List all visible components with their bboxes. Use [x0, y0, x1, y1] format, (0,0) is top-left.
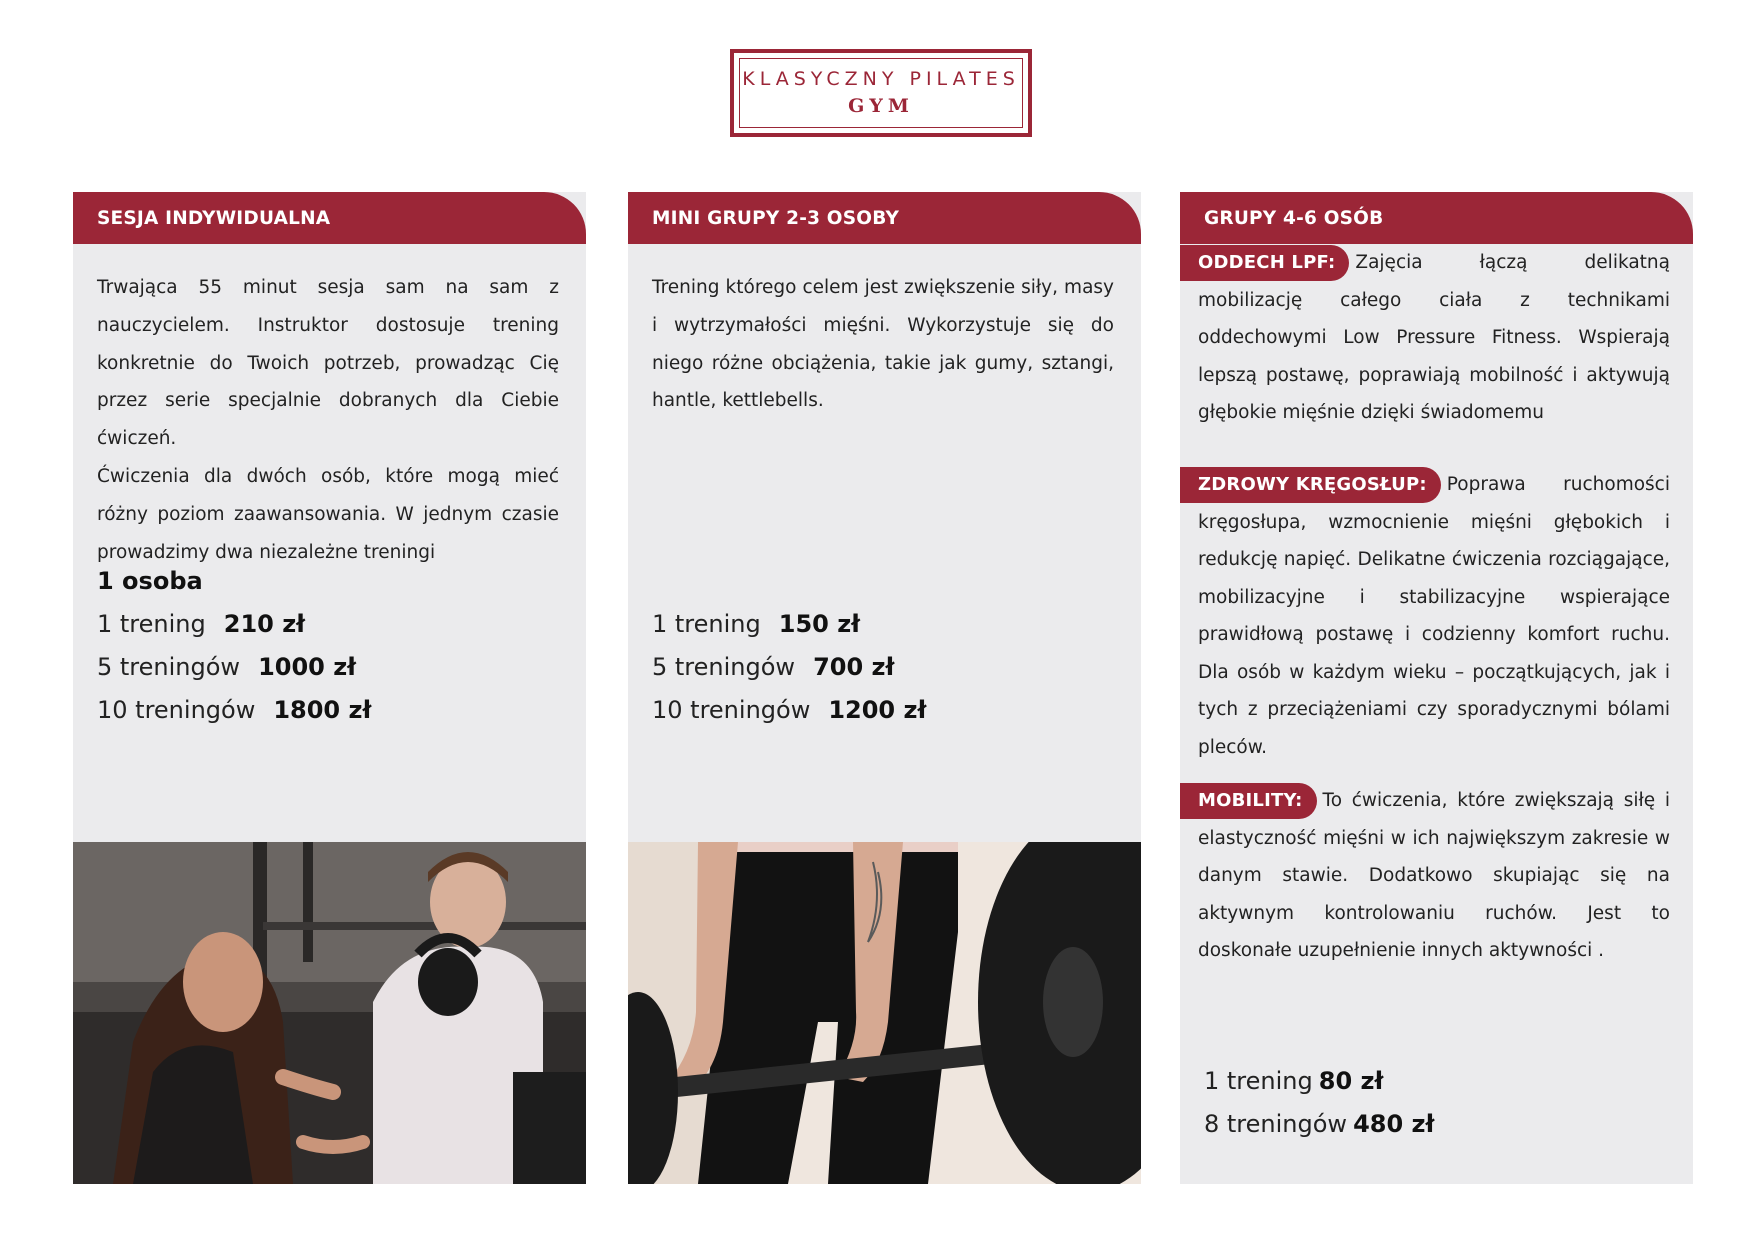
photo-barbell-deadlift — [628, 842, 1141, 1184]
class-section-spine — [1198, 466, 1670, 766]
description-paragraph: Trwająca 55 minut sesja sam na sam z nauczycielem. Instruktor dostosuje trening konkretnie do Twoich potrzeb, prowadząc Cię przez serie specjalnie dobranych dla Ciebie ćwiczeń. — [97, 277, 559, 450]
section-text: Zajęcia łączą delikatną mobilizację całego ciała z technikami oddechowymi Low Pressure Fitness. Wspierają lepszą postawę, poprawiają mobilność i aktywują głębokie mięśnie dzięki świadomemu — [1198, 252, 1670, 423]
section-text: To ćwiczenia, które zwiększają siłę i elastyczność mięśni w ich największym zakresie w danym stawie. Dodatkowo skupiając się na aktywnym kontrolowaniu ruchów. Jest to doskonałe uzupełnienie innych aktywności . — [1198, 790, 1670, 961]
logo-title: KLASYCZNY PILATES — [742, 68, 1020, 90]
card-header: SESJA INDYWIDUALNA — [73, 192, 586, 244]
photo-kettlebell-training — [73, 842, 586, 1184]
price-amount: 150 zł — [778, 610, 861, 638]
price-amount: 480 zł — [1353, 1110, 1435, 1138]
card-header: GRUPY 4-6 OSÓB — [1180, 192, 1693, 244]
offer-card-individual — [73, 192, 586, 1184]
price-amount: 1000 zł — [258, 653, 357, 681]
card-description — [652, 269, 1114, 420]
description-paragraph: Trening którego celem jest zwiększenie siły, masy i wytrzymałości mięśni. Wykorzystuje się do niego różne obciążenia, takie jak gumy, sztangi, hantle, kettlebells. — [652, 277, 1114, 412]
price-label: 10 treningów — [97, 696, 256, 724]
card-description — [97, 269, 559, 571]
section-title-pill: MOBILITY: — [1180, 783, 1317, 819]
price-row — [1204, 1067, 1383, 1095]
class-section-mobility — [1198, 782, 1670, 970]
offer-card-groups — [1180, 192, 1693, 1184]
price-label: 8 treningów — [1204, 1110, 1348, 1138]
price-label: 1 trening — [1204, 1067, 1313, 1095]
price-label: 1 trening — [97, 610, 206, 638]
price-amount: 1800 zł — [273, 696, 372, 724]
price-row — [97, 653, 356, 681]
price-row — [97, 696, 371, 724]
price-row — [652, 696, 926, 724]
price-label: 5 treningów — [97, 653, 241, 681]
price-group-label: 1 osoba — [97, 567, 203, 595]
description-paragraph: Ćwiczenia dla dwóch osób, które mogą mieć różny poziom zaawansowania. W jednym czasie prowadzimy dwa niezależne treningi — [97, 465, 559, 563]
section-title-pill: ZDROWY KRĘGOSŁUP: — [1180, 467, 1441, 503]
price-row — [652, 653, 894, 681]
section-text: Poprawa ruchomości kręgosłupa, wzmocnienie mięśni głębokich i redukcję napięć. Delikatne ćwiczenia rozciągające, mobilizacyjne i stabilizacyjne wspierające prawidłową postawę i codzienny komfort ruchu. Dla osób w każdym wieku – początkujących, jak i tych z przeciążeniami czy sporadycznymi bólami pleców. — [1198, 474, 1670, 758]
section-title-pill: ODDECH LPF: — [1180, 245, 1349, 281]
logo-subtitle: GYM — [848, 95, 914, 117]
brand-logo — [730, 49, 1032, 137]
price-amount: 80 zł — [1318, 1067, 1384, 1095]
price-label: 5 treningów — [652, 653, 796, 681]
price-label: 1 trening — [652, 610, 761, 638]
price-row — [97, 610, 305, 638]
price-amount: 700 zł — [813, 653, 895, 681]
price-label: 10 treningów — [652, 696, 811, 724]
class-section-lpf — [1198, 244, 1670, 432]
price-row — [1204, 1110, 1434, 1138]
card-header: MINI GRUPY 2-3 OSOBY — [628, 192, 1141, 244]
offer-card-mini-groups — [628, 192, 1141, 1184]
price-amount: 1200 zł — [828, 696, 927, 724]
price-amount: 210 zł — [223, 610, 306, 638]
price-row — [652, 610, 860, 638]
